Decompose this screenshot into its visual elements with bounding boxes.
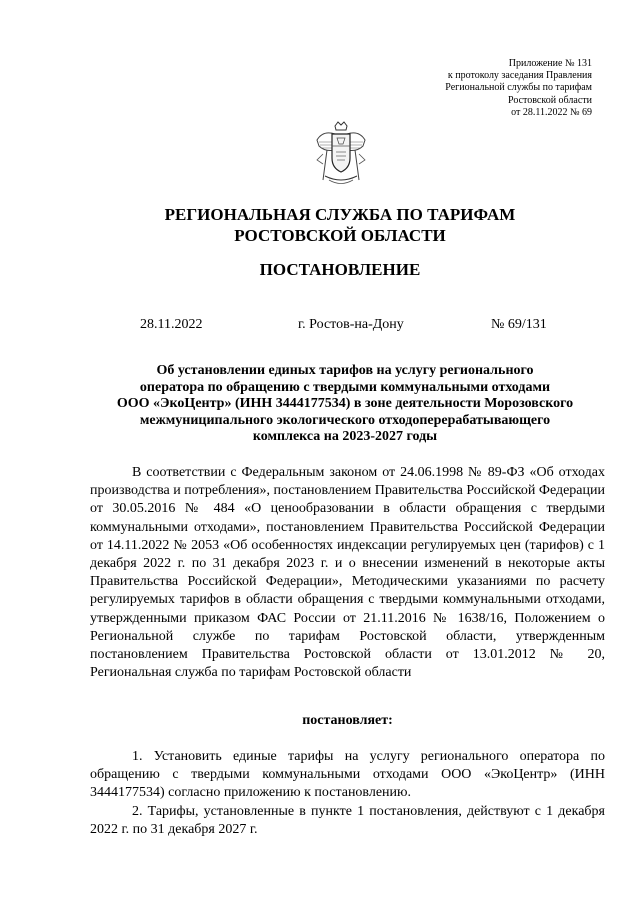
document-subject	[100, 363, 590, 446]
appendix-line: к протоколу заседания Правления	[447, 70, 592, 82]
subject-line: Об установлении единых тарифов на услугу регионального	[156, 363, 534, 378]
document-date: 28.11.2022	[140, 317, 203, 332]
preamble-paragraph: В соответствии с Федеральным законом от 24.06.1998 № 89-ФЗ «Об отходах производства и потребления», постановлением Правительства Российской Федерации от 30.05.2016 № 484 «О ценообразовании в области обращения с твердыми коммунальными отходами», постановлением Правительства Российской Федерации от 14.11.2022 № 2053 «Об особенностях индексации регулируемых цен (тарифов) с 1 декабря 2022 г. по 31 декабря 2023 г. и о внесении изменений в некоторые акты Правительства Российской Федерации», Методическими указаниями по расчету регулируемых тарифов в области обращения с твердыми коммунальными отходами, утвержденными приказом ФАС России от 21.11.2016 № 1638/16, Положением о Региональной службе по тарифам Ростовской области, утвержденным постановлением Правительства Ростовской области от 13.01.2012 № 20, Региональная служба по тарифам Ростовской области	[90, 465, 605, 681]
subject-line: оператора по обращению с твердыми коммунальными отходами	[139, 379, 551, 395]
preamble	[90, 464, 605, 682]
document-number: № 69/131	[491, 317, 547, 332]
appendix-note	[332, 58, 592, 119]
appendix-line: Ростовской области	[508, 94, 592, 106]
subject-line: комплекса на 2023-2027 годы	[252, 429, 438, 445]
document-type: ПОСТАНОВЛЕНИЕ	[259, 260, 421, 279]
resolution-items	[90, 748, 605, 839]
subject-line: межмуниципального экологического отходоперерабатывающего	[139, 412, 551, 428]
appendix-line: Региональной службы по тарифам	[445, 82, 592, 94]
resolution-item: 2. Тарифы, установленные в пункте 1 постановления, действуют с 1 декабря 2022 г. по 31 декабря 2027 г.	[90, 803, 605, 837]
agency-name-line: РЕГИОНАЛЬНАЯ СЛУЖБА ПО ТАРИФАМ	[164, 205, 516, 224]
document-city: г. Ростов-на-Дону	[298, 317, 404, 332]
resolution-item: 1. Установить единые тарифы на услугу регионального оператора по обращению с твердыми коммунальными отходами ООО «ЭкоЦентр» (ИНН 3444177534) согласно приложению к постановлению.	[90, 749, 605, 801]
coat-of-arms-icon	[313, 120, 369, 188]
agency-name	[90, 204, 590, 246]
resolves-heading: постановляет:	[302, 713, 393, 728]
subject-line: ООО «ЭкоЦентр» (ИНН 3444177534) в зоне деятельности Морозовского	[116, 396, 574, 412]
appendix-line: Приложение № 131	[508, 58, 592, 69]
appendix-line: от 28.11.2022 № 69	[511, 106, 592, 118]
agency-name-line: РОСТОВСКОЙ ОБЛАСТИ	[234, 226, 446, 245]
